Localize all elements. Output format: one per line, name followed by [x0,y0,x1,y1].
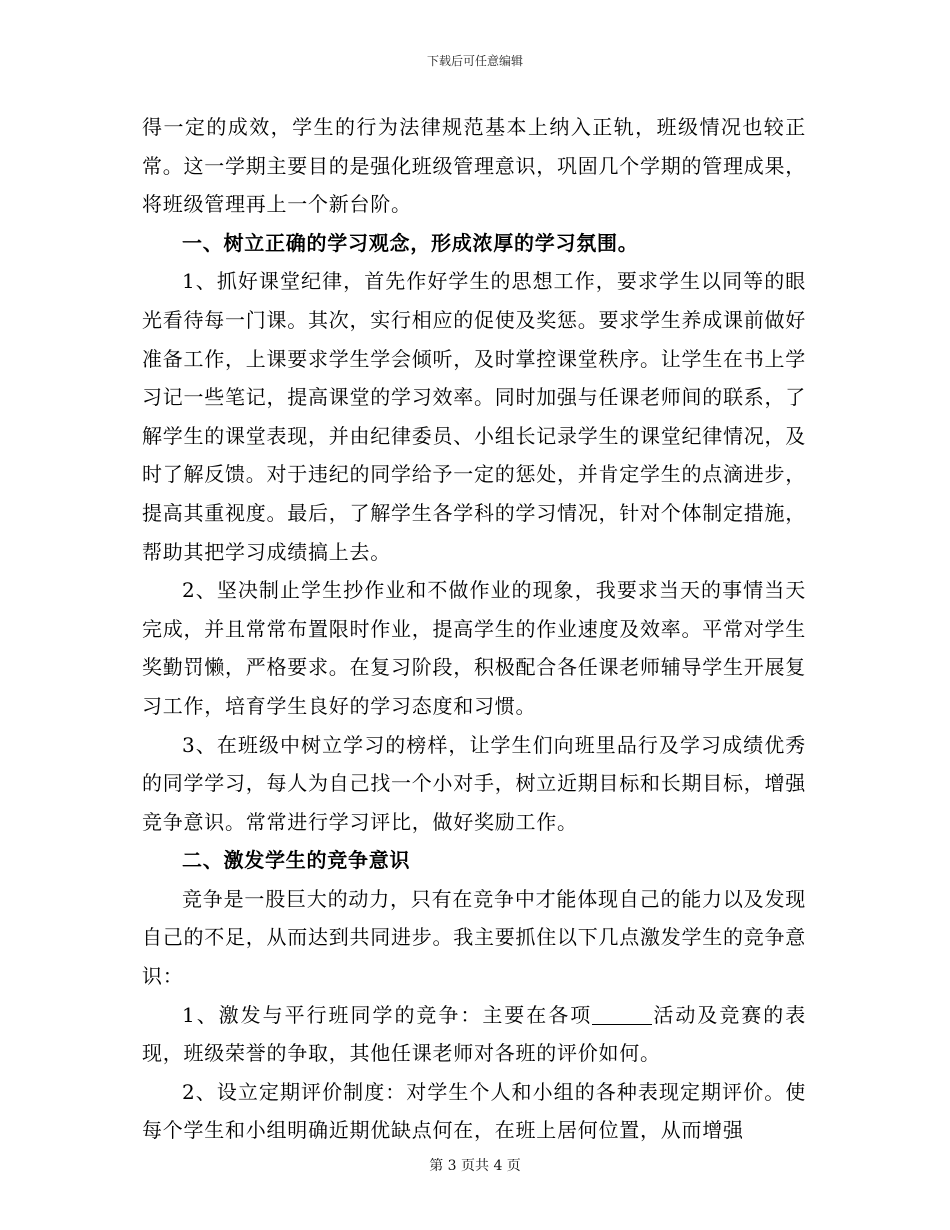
paragraph-item-1-3: 3、在班级中树立学习的榜样，让学生们向班里品行及学习成绩优秀的同学学习，每人为自己找一个小对手，树立近期目标和长期目标，增强竞争意识。常常进行学习评比，做好奖励工作。 [142,732,806,834]
paragraph-item-1-1: 1、抓好课堂纪律，首先作好学生的思想工作，要求学生以同等的眼光看待每一门课。其次，实行相应的促使及奖惩。要求学生养成课前做好准备工作，上课要求学生学会倾听，及时掌控课堂秩序。让学生在书上学习记一些笔记，提高课堂的学习效率。同时加强与任课老师间的联系，了解学生的课堂表现，并由纪律委员、小组长记录学生的课堂纪律情况，及时了解反馈。对于违纪的同学给予一定的惩处，并肯定学生的点滴进步，提高其重视度。最后，了解学生各学科的学习情况，针对个体制定措施，帮助其把学习成绩搞上去。 [142,269,806,564]
paragraph-section-2-intro: 竞争是一股巨大的动力，只有在竞争中才能体现自己的能力以及发现自己的不足，从而达到共同进步。我主要抓住以下几点激发学生的竞争意识： [142,886,806,989]
fill-in-blank [592,1004,652,1025]
paragraph-item-2-1-before: 1、激发与平行班同学的竞争：主要在各项 [182,1002,593,1027]
page-header: 下载后可任意编辑 [426,54,523,68]
paragraph-intro-continued: 得一定的成效，学生的行为法律规范基本上纳入正轨，班级情况也较正常。这一学期主要目的是强化班级管理意识，巩固几个学期的管理成果，将班级管理再上一个新台阶。 [142,115,806,217]
paragraph-item-2-1 [142,996,806,1073]
document-body [142,108,806,1150]
paragraph-item-2-2: 2、设立定期评价制度：对学生个人和小组的各种表现定期评价。使每个学生和小组明确近期优缺点何在，在班上居何位置，从而增强 [142,1079,806,1143]
section-heading-1: 一、树立正确的学习观念，形成浓厚的学习氛围。 [182,230,639,255]
paragraph-item-1-2: 2、坚决制止学生抄作业和不做作业的现象，我要求当天的事情当天完成，并且常常布置限时作业，提高学生的作业速度及效率。平常对学生奖勤罚懒，严格要求。在复习阶段，积极配合各任课老师辅导学生开展复习工作，培育学生良好的学习态度和习惯。 [142,578,806,718]
section-heading-2: 二、激发学生的竞争意识 [182,848,411,873]
paragraph-item-2-1-after: 活动及竞赛的表现，班级荣誉的争取，其他任课老师对各班的评价如何。 [142,1002,806,1066]
page-footer: 第 3 页共 4 页 [429,1158,521,1174]
